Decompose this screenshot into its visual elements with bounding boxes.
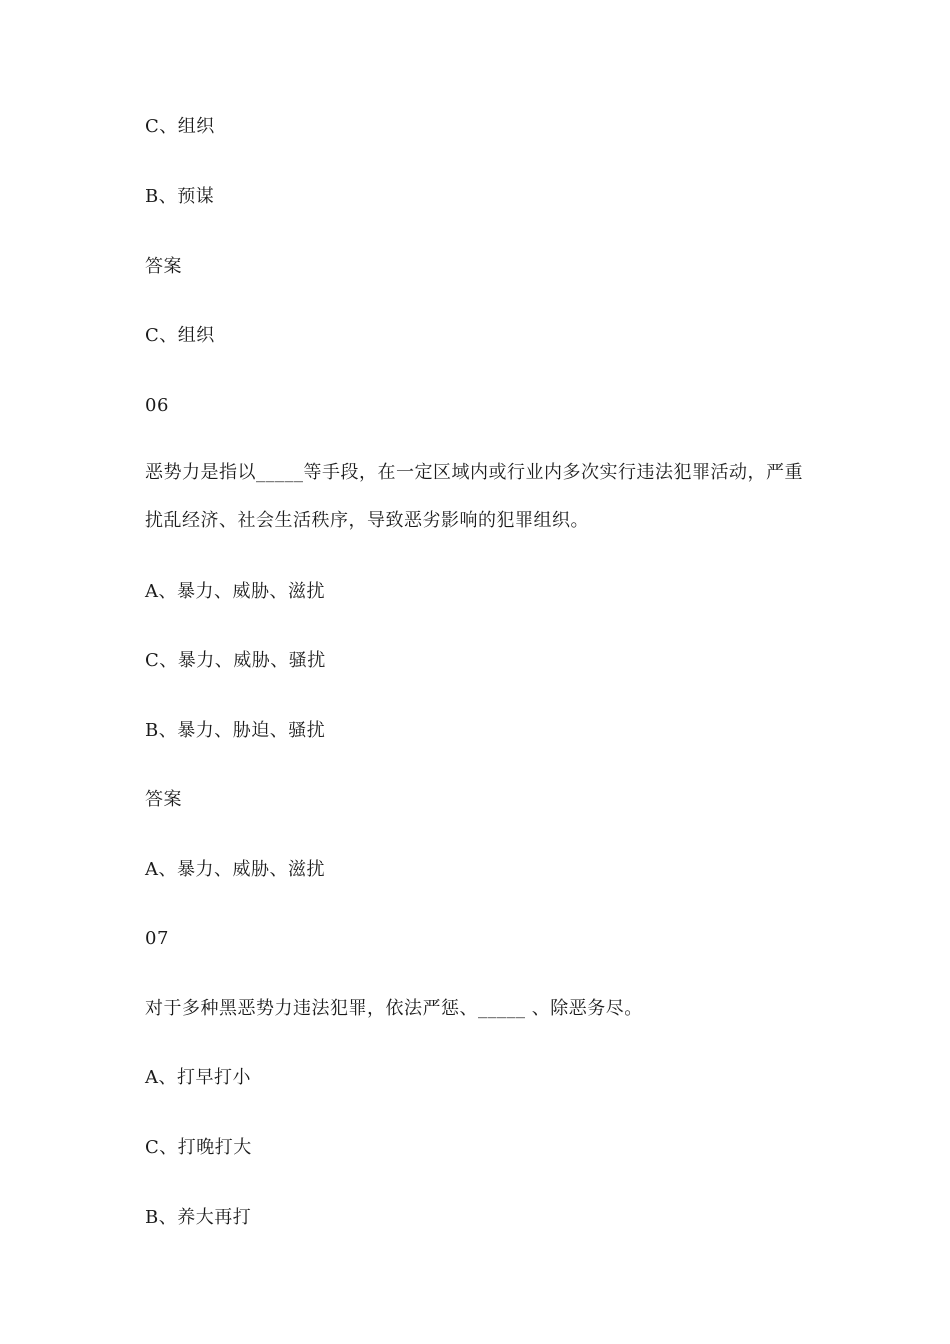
q5-option-b: B、预谋 [145, 186, 215, 207]
q5-answer-label: 答案 [145, 256, 182, 277]
q7-option-b: B、养大再打 [145, 1207, 252, 1228]
q7-question: 对于多种黑恶势力违法犯罪，依法严惩、_____ 、除恶务尽。 [145, 998, 643, 1019]
q7-number: 07 [145, 928, 169, 949]
q6-option-a: A、暴力、威胁、滋扰 [145, 581, 325, 602]
q6-question: 恶势力是指以_____等手段，在一定区域内或行业内多次实行违法犯罪活动，严重扰乱经济、社会生活秩序，导致恶劣影响的犯罪组织。 [145, 462, 803, 531]
q5-option-c: C、组织 [145, 116, 215, 137]
q6-answer: A、暴力、威胁、滋扰 [145, 859, 325, 880]
q6-number: 06 [145, 395, 169, 416]
q6-answer-label: 答案 [145, 789, 182, 810]
q7-option-c: C、打晚打大 [145, 1137, 252, 1158]
q7-option-a: A、打早打小 [145, 1067, 251, 1088]
q5-answer: C、组织 [145, 325, 215, 346]
q6-option-c: C、暴力、威胁、骚扰 [145, 650, 326, 671]
q6-option-b: B、暴力、胁迫、骚扰 [145, 720, 326, 741]
